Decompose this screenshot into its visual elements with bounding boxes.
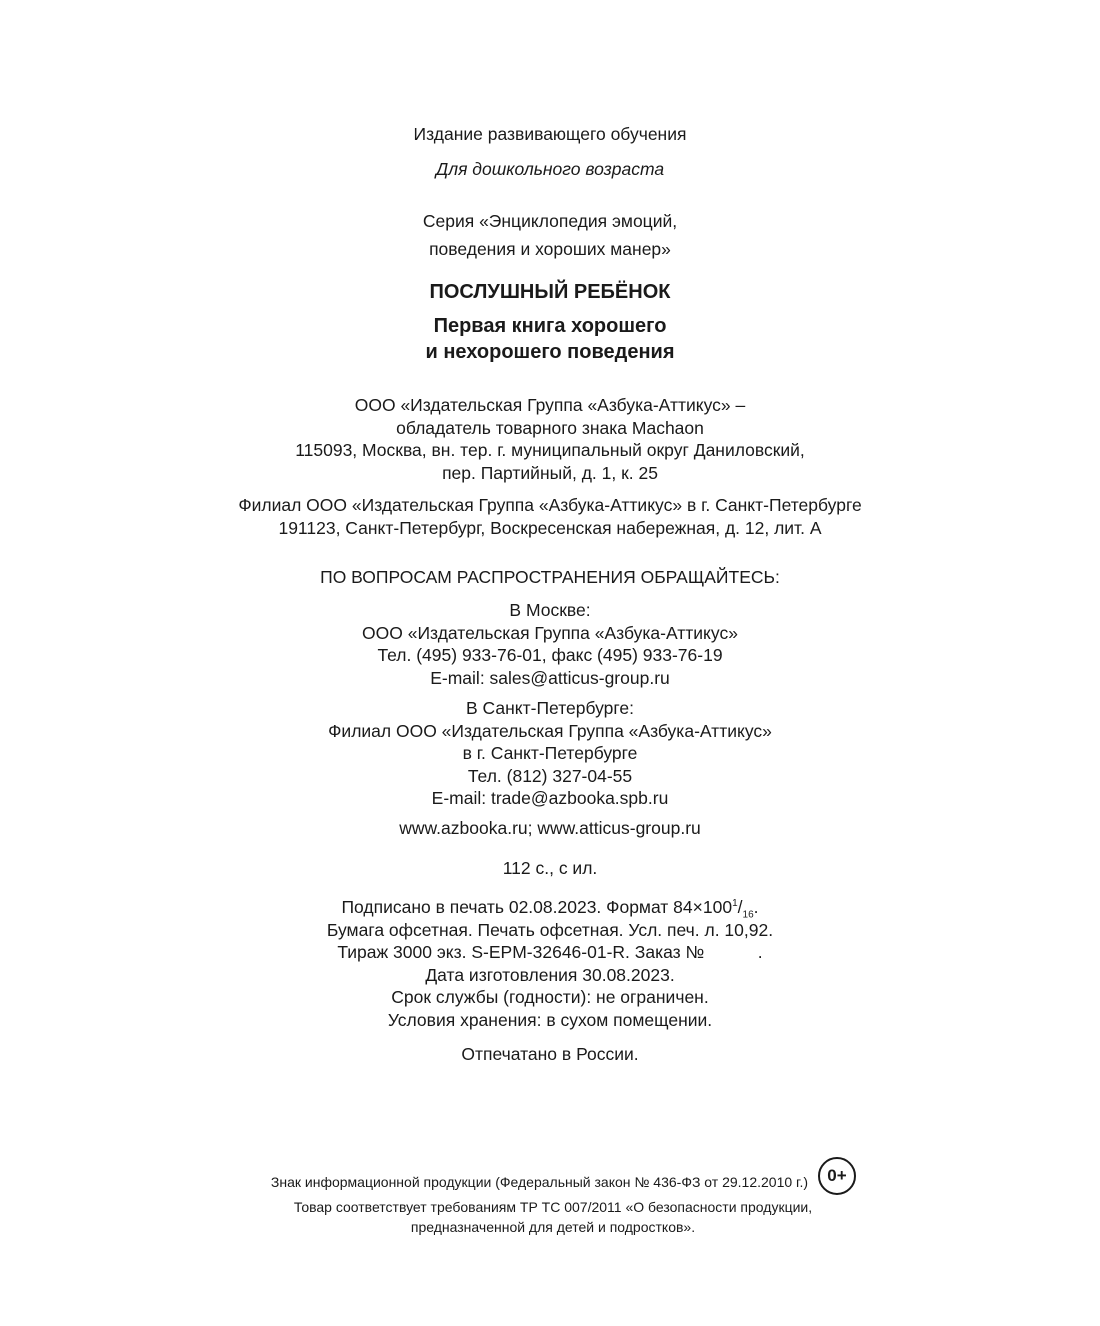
series-block xyxy=(0,207,1100,263)
age-line xyxy=(0,158,1100,181)
print-detail-line: Тираж 3000 экз. S-EPM-32646-01-R. Заказ № . xyxy=(337,942,763,962)
compliance-line-2: предназначенной для детей и подростков». xyxy=(410,1219,696,1235)
branch-block xyxy=(0,494,1100,539)
websites-line xyxy=(0,817,1100,840)
age-rating-badge: 0+ xyxy=(818,1157,856,1195)
info-sign-text: Знак информационной продукции (Федеральный закон № 436-ФЗ от 29.12.2010 г.) xyxy=(270,1174,808,1190)
series-line-1: Серия «Энциклопедия эмоций, xyxy=(422,211,678,231)
info-sign-line xyxy=(0,1172,808,1192)
format-fraction-slash: / xyxy=(737,897,743,917)
print-detail-line: Условия хранения: в сухом помещении. xyxy=(387,1009,713,1030)
edition-text: Издание развивающего обучения xyxy=(413,124,687,144)
spb-contacts xyxy=(0,697,1100,810)
series-line-2: поведения и хороших манер» xyxy=(429,239,671,259)
signed-to-print-text: Подписано в печать 02.08.2023. Формат 84×100 xyxy=(341,897,733,917)
page-count-text: 112 с., с ил. xyxy=(502,858,598,878)
compliance-block xyxy=(3,1197,1100,1237)
book-title xyxy=(0,280,1100,304)
publisher-line: обладатель товарного знака Machaon xyxy=(396,417,704,438)
print-detail-line: Дата изготовления 30.08.2023. xyxy=(425,964,675,985)
spb-line: Филиал ООО «Издательская Группа «Азбука-Аттикус» xyxy=(328,720,772,741)
printed-in-line xyxy=(0,1043,1100,1066)
spb-line: Тел. (812) 327-04-55 xyxy=(467,765,633,786)
publisher-block xyxy=(0,394,1100,484)
print-details xyxy=(0,896,1100,1031)
title-main: ПОСЛУШНЫЙ РЕБЁНОК xyxy=(429,281,671,303)
moscow-email: E-mail: sales@atticus-group.ru xyxy=(430,667,670,688)
publisher-line: ООО «Издательская Группа «Азбука-Аттикус» – xyxy=(354,395,746,415)
moscow-line: Тел. (495) 933-76-01, факс (495) 933-76-19 xyxy=(377,645,723,665)
spb-line: в г. Санкт-Петербурге xyxy=(462,743,638,763)
spb-line: В Санкт-Петербурге: xyxy=(466,698,634,718)
moscow-line: В Москве: xyxy=(509,600,591,620)
book-subtitle xyxy=(0,313,1100,365)
distribution-heading-text: ПО ВОПРОСАМ РАСПРОСТРАНЕНИЯ ОБРАЩАЙТЕСЬ: xyxy=(320,567,780,587)
publisher-line: 115093, Москва, вн. тер. г. муниципальный округ Даниловский, xyxy=(295,440,805,460)
age-group-text: Для дошкольного возраста xyxy=(435,159,665,179)
print-detail-line: Срок службы (годности): не ограничен. xyxy=(391,987,709,1007)
format-fraction-numerator: 1 xyxy=(732,898,738,910)
spb-email: E-mail: trade@azbooka.spb.ru xyxy=(431,788,669,808)
subtitle-line-1: Первая книга хорошего xyxy=(433,315,667,337)
signed-to-print-line xyxy=(0,896,1100,919)
distribution-heading xyxy=(0,566,1100,589)
compliance-line-1: Товар соответствует требованиям ТР ТС 007/2011 «О безопасности продукции, xyxy=(293,1199,813,1215)
printed-in-text: Отпечатано в России. xyxy=(461,1044,639,1064)
page-count-line xyxy=(0,857,1100,880)
signed-end: . xyxy=(753,897,759,917)
format-fraction-denominator: 16 xyxy=(742,909,754,921)
edition-line xyxy=(0,123,1100,146)
websites-text: www.azbooka.ru; www.atticus-group.ru xyxy=(399,818,701,838)
publisher-line: пер. Партийный, д. 1, к. 25 xyxy=(442,462,658,483)
branch-line: Филиал ООО «Издательская Группа «Азбука-Аттикус» в г. Санкт-Петербурге xyxy=(238,495,862,515)
moscow-contacts xyxy=(0,599,1100,689)
subtitle-line-2: и нехорошего поведения xyxy=(425,341,675,363)
moscow-line: ООО «Издательская Группа «Азбука-Аттикус» xyxy=(362,622,738,643)
branch-line: 191123, Санкт-Петербург, Воскресенская набережная, д. 12, лит. А xyxy=(278,517,822,538)
print-detail-line: Бумага офсетная. Печать офсетная. Усл. печ. л. 10,92. xyxy=(326,919,774,940)
